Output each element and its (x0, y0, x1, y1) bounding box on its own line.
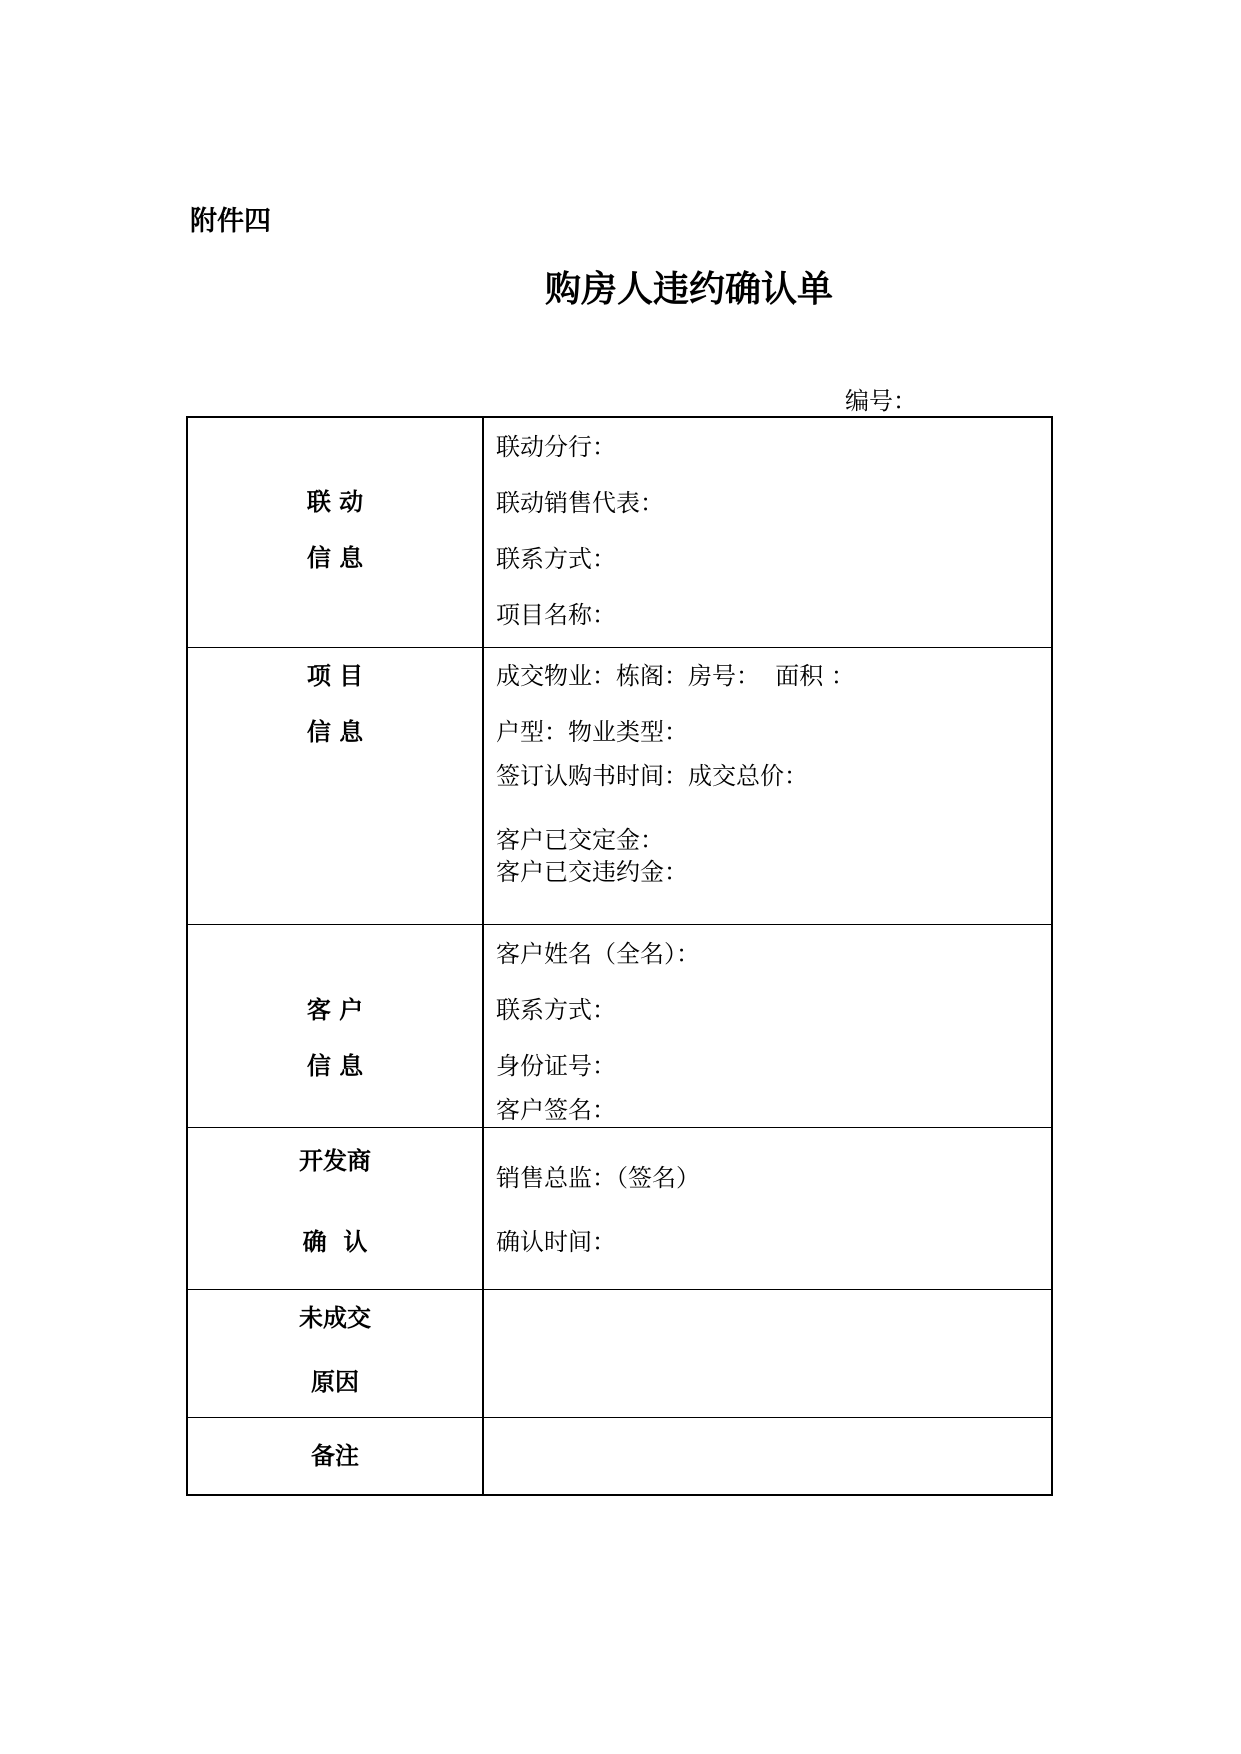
developer-confirm-label-cell (188, 1128, 484, 1289)
customer-info-row (188, 924, 1051, 1127)
remarks-row (188, 1417, 1051, 1494)
sales-director-signature-field[interactable]: 销售总监：（签名） (496, 1164, 700, 1192)
confirm-time-field[interactable]: 确认时间： (496, 1228, 616, 1256)
customer-info-label-2: 信 息 (306, 1051, 364, 1080)
developer-confirm-row (188, 1127, 1051, 1289)
property-field[interactable]: 成交物业：栋阁：房号： 面积 ： (496, 662, 855, 690)
project-info-label-cell (188, 648, 484, 924)
agency-info-row (188, 418, 1051, 647)
agency-info-label: 联 动 (306, 487, 364, 516)
unit-type-field[interactable]: 户型：物业类型： (496, 718, 688, 746)
project-info-row (188, 647, 1051, 924)
agency-info-content-cell (484, 418, 1051, 647)
customer-name-field[interactable]: 客户姓名（全名）： (496, 940, 700, 968)
agency-info-label-2: 信 息 (306, 543, 364, 572)
customer-signature-field[interactable]: 客户签名： (496, 1096, 616, 1124)
project-info-label-2: 信 息 (306, 717, 364, 746)
remarks-input-cell[interactable] (484, 1418, 1051, 1494)
attachment-label: 附件四 (190, 206, 271, 237)
customer-info-content-cell (484, 925, 1051, 1127)
page-title: 购房人违约确认单 (544, 268, 833, 310)
remarks-label: 备注 (311, 1441, 359, 1470)
agency-contact-field[interactable]: 联系方式： (496, 545, 616, 573)
customer-contact-field[interactable]: 联系方式： (496, 996, 616, 1024)
purchase-date-price-field[interactable]: 签订认购书时间：成交总价： (496, 762, 808, 790)
agency-info-label-cell (188, 418, 484, 647)
agency-branch-field[interactable]: 联动分行： (496, 433, 616, 461)
reason-label-cell (188, 1290, 484, 1417)
reason-label: 未成交 (299, 1303, 371, 1332)
customer-info-label: 客 户 (306, 995, 364, 1024)
project-name-field[interactable]: 项目名称： (496, 601, 616, 629)
reason-input-cell[interactable] (484, 1290, 1051, 1417)
remarks-label-cell (188, 1418, 484, 1494)
agency-sales-rep-field[interactable]: 联动销售代表： (496, 489, 664, 517)
reason-row (188, 1289, 1051, 1417)
customer-id-number-field[interactable]: 身份证号： (496, 1052, 616, 1080)
customer-info-label-cell (188, 925, 484, 1127)
confirmation-form-table (186, 416, 1053, 1496)
form-number-label: 编号： (845, 387, 917, 415)
project-info-label: 项 目 (306, 661, 364, 690)
developer-confirm-content-cell (484, 1128, 1051, 1289)
project-info-content-cell (484, 648, 1051, 924)
penalty-paid-field[interactable]: 客户已交违约金： (496, 858, 688, 886)
deposit-paid-field[interactable]: 客户已交定金： (496, 826, 664, 854)
reason-label-2: 原因 (311, 1367, 359, 1396)
developer-confirm-label: 开发商 (299, 1146, 371, 1175)
developer-confirm-label-2: 确 认 (302, 1227, 368, 1256)
